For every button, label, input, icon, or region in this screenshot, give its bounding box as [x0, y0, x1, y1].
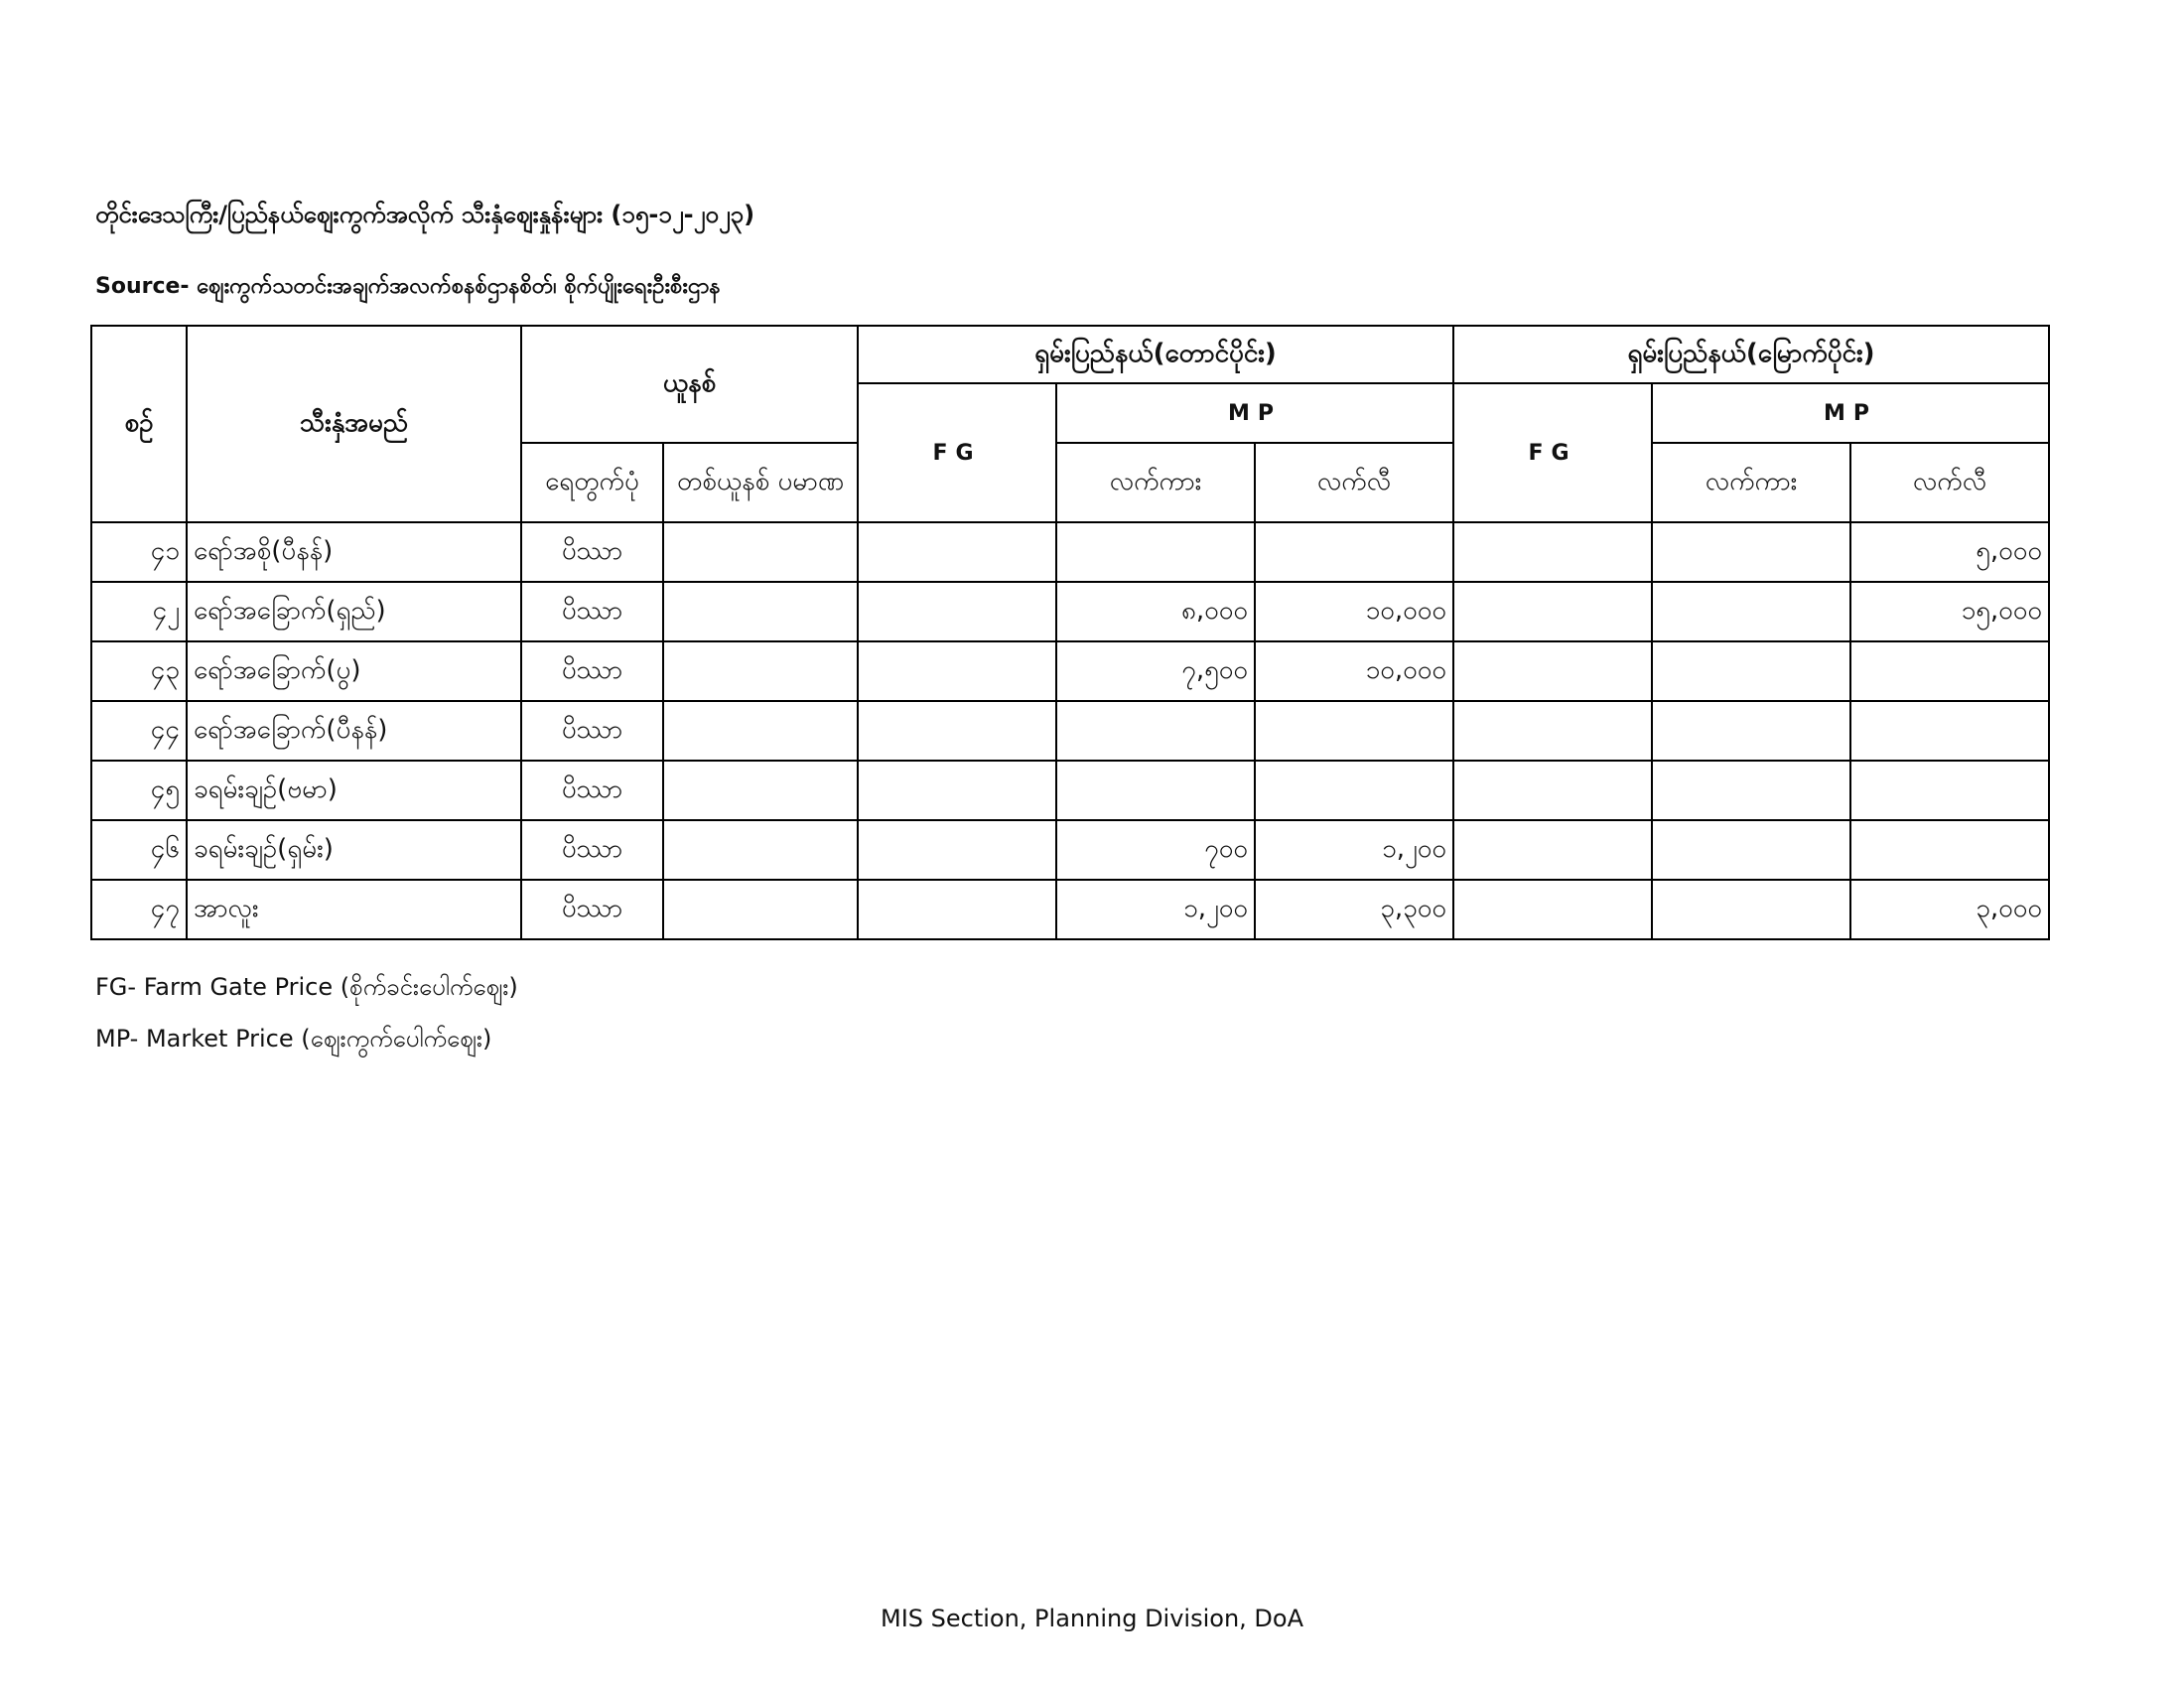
table-row [91, 880, 2049, 939]
cell-size [663, 582, 858, 641]
cell-unit: ပိဿာ [521, 761, 663, 820]
cell-crop: ရော်အခြောက်(ရှည်) [187, 582, 521, 641]
header-mp-north: MP [1652, 383, 2049, 443]
cell-no: ၄၆ [91, 820, 187, 880]
cell-unit: ပိဿာ [521, 582, 663, 641]
cell-north-fg [1453, 701, 1652, 761]
page-footer: MIS Section, Planning Division, DoA [880, 1605, 1303, 1632]
cell-unit: ပိဿာ [521, 820, 663, 880]
cell-south-retail [1255, 522, 1453, 582]
page-title: တိုင်းဒေသကြီး/ပြည်နယ်ဈေးကွက်အလိုက် သီးနှံဈေးနှုန်းများ (၁၅-၁၂-၂၀၂၃) [95, 201, 755, 228]
cell-north-retail [1850, 761, 2049, 820]
cell-north-fg [1453, 641, 1652, 701]
note-fg: FG- Farm Gate Price (စိုက်ခင်းပေါက်ဈေး) [95, 973, 518, 1001]
cell-north-retail [1850, 641, 2049, 701]
cell-south-retail [1255, 761, 1453, 820]
cell-no: ၄၄ [91, 701, 187, 761]
note-mp: MP- Market Price (ဈေးကွက်ပေါက်ဈေး) [95, 1025, 492, 1053]
header-retail-south: လက်လီ [1255, 443, 1453, 522]
header-fg-north: FG [1453, 383, 1652, 522]
cell-size [663, 522, 858, 582]
cell-size [663, 641, 858, 701]
cell-north-wholesale [1652, 641, 1850, 701]
cell-south-wholesale [1056, 761, 1255, 820]
cell-size [663, 761, 858, 820]
source-line: Source- ဈေးကွက်သတင်းအချက်အလက်စနစ်ဌာနစိတ်၊ စိုက်ပျိုးရေးဦးစီးဌာန [95, 274, 721, 299]
cell-crop: ရော်အစို(ပီနန်) [187, 522, 521, 582]
cell-no: ၄၃ [91, 641, 187, 701]
cell-south-wholesale: ၁,၂၀၀ [1056, 880, 1255, 939]
cell-south-retail: ၁,၂၀၀ [1255, 820, 1453, 880]
cell-no: ၄၅ [91, 761, 187, 820]
header-wholesale-south: လက်ကား [1056, 443, 1255, 522]
cell-north-retail [1850, 820, 2049, 880]
cell-unit: ပိဿာ [521, 880, 663, 939]
cell-south-retail: ၃,၃၀၀ [1255, 880, 1453, 939]
price-table [90, 325, 2050, 940]
header-region-north: ရှမ်းပြည်နယ်(မြောက်ပိုင်း) [1453, 326, 2049, 383]
cell-south-wholesale [1056, 522, 1255, 582]
cell-south-retail [1255, 701, 1453, 761]
table-row [91, 522, 2049, 582]
cell-crop: ခရမ်းချဉ်(ဗမာ) [187, 761, 521, 820]
cell-south-wholesale: ၇၀၀ [1056, 820, 1255, 880]
cell-north-retail: ၁၅,၀၀၀ [1850, 582, 2049, 641]
cell-north-wholesale [1652, 761, 1850, 820]
cell-north-wholesale [1652, 701, 1850, 761]
cell-no: ၄၁ [91, 522, 187, 582]
cell-south-fg [858, 522, 1056, 582]
cell-north-retail: ၃,၀၀၀ [1850, 880, 2049, 939]
cell-north-fg [1453, 820, 1652, 880]
header-no: စဉ် [91, 326, 187, 522]
cell-crop: ရော်အခြောက်(ပွ) [187, 641, 521, 701]
cell-north-retail: ၅,၀၀၀ [1850, 522, 2049, 582]
cell-south-wholesale: ၇,၅၀၀ [1056, 641, 1255, 701]
cell-size [663, 820, 858, 880]
cell-north-fg [1453, 522, 1652, 582]
cell-south-fg [858, 820, 1056, 880]
cell-size [663, 701, 858, 761]
cell-north-wholesale [1652, 522, 1850, 582]
header-fg-south: FG [858, 383, 1056, 522]
cell-north-fg [1453, 761, 1652, 820]
cell-south-retail: ၁၀,၀၀၀ [1255, 582, 1453, 641]
cell-unit: ပိဿာ [521, 701, 663, 761]
cell-north-wholesale [1652, 582, 1850, 641]
cell-size [663, 880, 858, 939]
cell-unit: ပိဿာ [521, 522, 663, 582]
cell-south-fg [858, 880, 1056, 939]
header-crop: သီးနှံအမည် [187, 326, 521, 522]
cell-unit: ပိဿာ [521, 641, 663, 701]
cell-south-fg [858, 582, 1056, 641]
cell-north-wholesale [1652, 820, 1850, 880]
cell-south-wholesale [1056, 701, 1255, 761]
header-unit-size: တစ်ယူနစ် ပမာဏ [663, 443, 858, 522]
cell-north-fg [1453, 582, 1652, 641]
cell-south-fg [858, 701, 1056, 761]
table-row [91, 582, 2049, 641]
cell-crop: ခရမ်းချဉ်(ရှမ်း) [187, 820, 521, 880]
cell-crop: ရော်အခြောက်(ပီနန်) [187, 701, 521, 761]
table-row [91, 701, 2049, 761]
cell-south-wholesale: ၈,၀၀၀ [1056, 582, 1255, 641]
header-unit-local: ရေတွက်ပုံ [521, 443, 663, 522]
cell-north-fg [1453, 880, 1652, 939]
table-row [91, 761, 2049, 820]
header-wholesale-north: လက်ကား [1652, 443, 1850, 522]
table-row [91, 820, 2049, 880]
header-retail-north: လက်လီ [1850, 443, 2049, 522]
cell-south-fg [858, 641, 1056, 701]
cell-south-fg [858, 761, 1056, 820]
cell-north-wholesale [1652, 880, 1850, 939]
cell-no: ၄၂ [91, 582, 187, 641]
header-unit: ယူနစ် [521, 326, 858, 443]
cell-crop: အာလူး [187, 880, 521, 939]
header-region-south: ရှမ်းပြည်နယ်(တောင်ပိုင်း) [858, 326, 1453, 383]
table-row [91, 641, 2049, 701]
cell-north-retail [1850, 701, 2049, 761]
cell-south-retail: ၁၀,၀၀၀ [1255, 641, 1453, 701]
cell-no: ၄၇ [91, 880, 187, 939]
header-mp-south: MP [1056, 383, 1453, 443]
